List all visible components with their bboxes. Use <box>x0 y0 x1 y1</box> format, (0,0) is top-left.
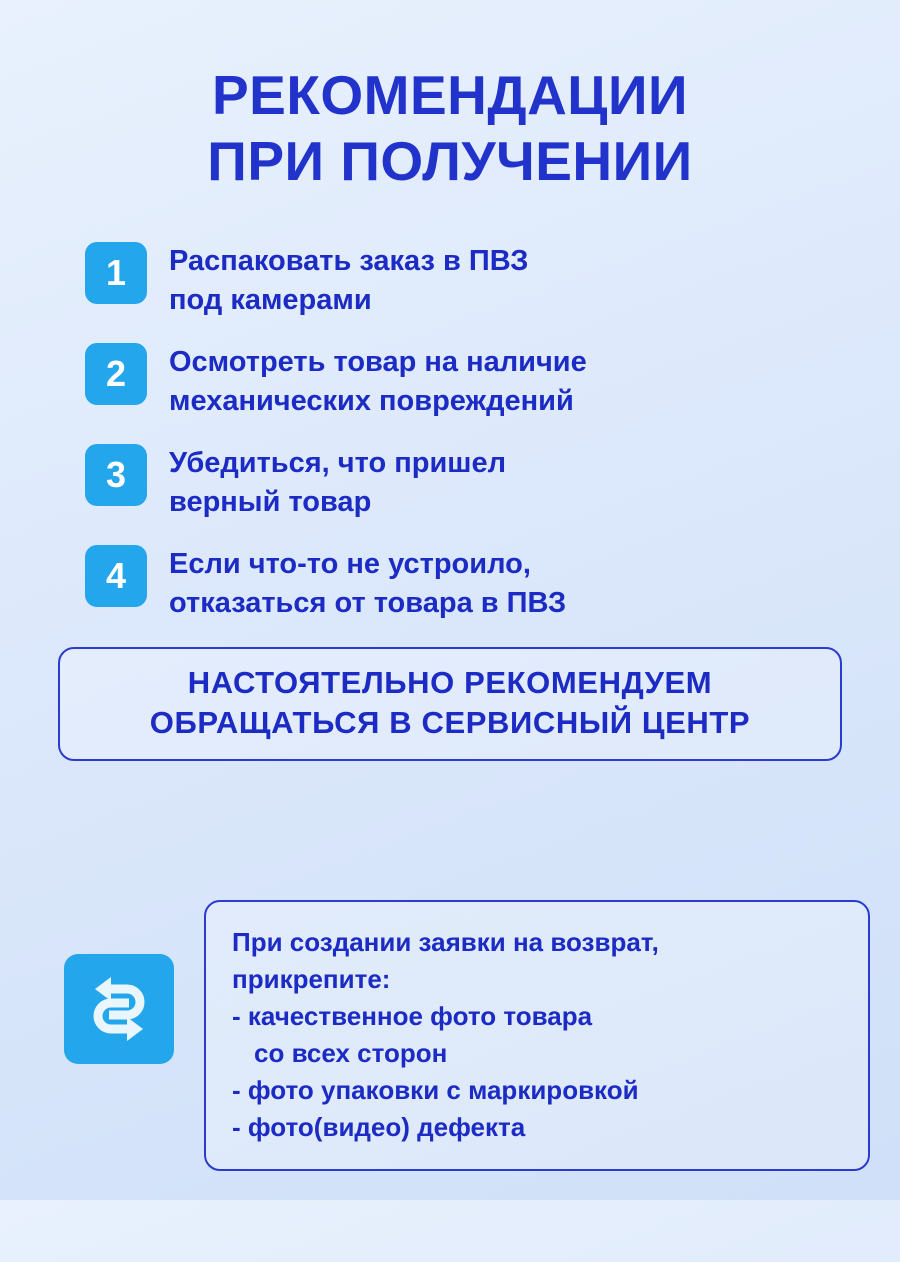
step-text <box>169 341 587 420</box>
return-instructions <box>204 900 870 1171</box>
steps-list <box>40 240 860 623</box>
service-center-banner <box>58 647 842 762</box>
note-line-4: со всех сторон <box>254 1037 448 1068</box>
step-text-line-1: Если что-то не устроило, <box>169 548 531 581</box>
step-text <box>169 240 528 319</box>
return-note-block <box>40 900 870 1171</box>
step-text-line-2: механических повреждений <box>169 384 574 417</box>
step-text-line-2: верный товар <box>169 485 372 518</box>
step-text <box>169 442 506 521</box>
list-item <box>85 543 860 622</box>
step-text-line-1: Распаковать заказ в ПВЗ <box>169 245 529 277</box>
page-title-line-1: РЕКОМЕНДАЦИИ <box>211 64 689 126</box>
step-text-line-2: под камерами <box>169 283 372 316</box>
recommendations-infographic <box>0 62 900 1262</box>
step-text-line-1: Убедиться, что пришел <box>169 447 506 480</box>
banner-line-2: ОБРАЩАТЬСЯ В СЕРВИСНЫЙ ЦЕНТР <box>149 704 751 740</box>
step-number-badge: 2 <box>85 343 147 405</box>
list-item <box>85 240 860 319</box>
note-line-5: - фото упаковки с маркировкой <box>232 1074 639 1105</box>
refresh-arrows-icon <box>64 954 174 1064</box>
step-text <box>169 543 566 622</box>
note-line-1: При создании заявки на возврат, <box>232 927 659 957</box>
note-line-3: - качественное фото товара <box>232 1000 593 1031</box>
step-text-line-2: отказаться от товара в ПВЗ <box>169 586 567 619</box>
step-text-line-1: Осмотреть товар на наличие <box>169 346 587 379</box>
step-number-badge: 3 <box>85 444 147 506</box>
banner-line-1: НАСТОЯТЕЛЬНО РЕКОМЕНДУЕМ <box>187 664 713 700</box>
list-item <box>85 341 860 420</box>
note-line-2: прикрепите: <box>232 963 391 994</box>
page-title <box>40 62 860 194</box>
step-number-badge: 4 <box>85 545 147 607</box>
note-line-6: - фото(видео) дефекта <box>232 1111 526 1142</box>
step-number-badge: 1 <box>85 242 147 304</box>
list-item <box>85 442 860 521</box>
page-title-line-2: ПРИ ПОЛУЧЕНИИ <box>207 130 693 192</box>
